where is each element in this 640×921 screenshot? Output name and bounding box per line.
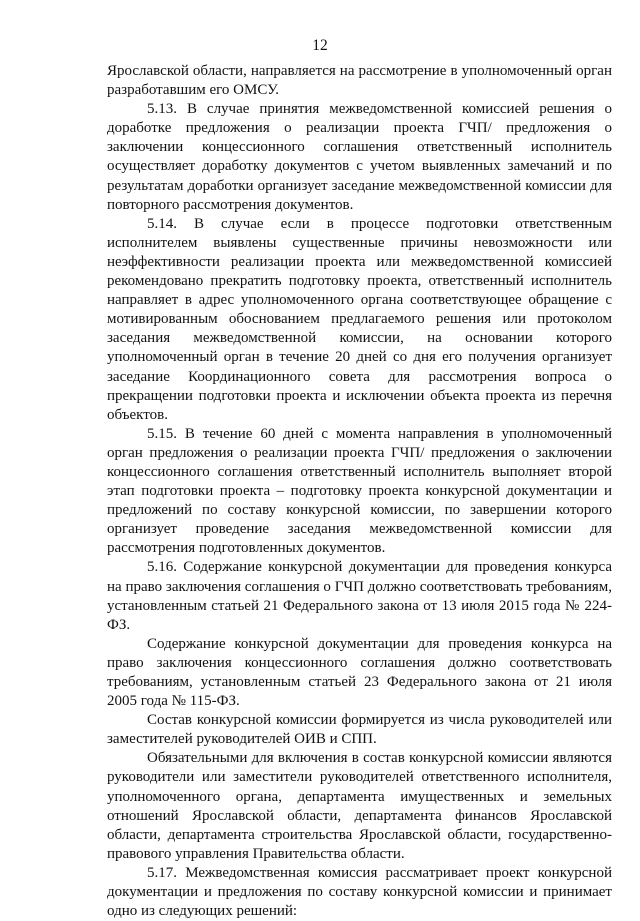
- paragraph: Содержание конкурсной документации для проведения конкурса на право заключения концессионного соглашения должно соответствовать требованиям, установленным статьей 23 Федерального закона от 21 июля 2005 года № 115-ФЗ.: [107, 635, 612, 710]
- page-number: 12: [312, 37, 328, 54]
- paragraph: 5.17. Межведомственная комиссия рассматривает проект конкурсной документации и предложения по составу конкурсной комиссии и принимает одно из следующих решений:: [107, 864, 612, 920]
- paragraph: Ярославской области, направляется на рассмотрение в уполномоченный орган разработавшим его ОМСУ.: [107, 63, 612, 99]
- paragraph: 5.13. В случае принятия межведомственной комиссией решения о доработке предложения о реализации проекта ГЧП/ предложения о заключении концессионного соглашения ответственный исполнитель осуществляет доработку документов с учетом выявленных замечаний и по результатам доработки организует заседание межведомственной комиссии для повторного рассмотрения документов.: [107, 101, 612, 213]
- paragraph: 5.16. Содержание конкурсной документации для проведения конкурса на право заключения соглашения о ГЧП должно соответствовать требованиям, установленным статьей 21 Федерального закона от 13 июля 2015 года № 224-ФЗ.: [107, 559, 612, 633]
- paragraph: Состав конкурсной комиссии формируется из числа руководителей или заместителей руководителей ОИВ и СПП.: [107, 712, 612, 748]
- paragraph: 5.14. В случае если в процессе подготовки ответственным исполнителем выявлены существенные причины невозможности или неэффективности реализации проекта или межведомственной комиссией рекомендовано прекратить подготовку проекта, ответственный исполнитель направляет в адрес уполномоченного органа соответствующее обращение с мотивированным обоснованием предлагаемого решения или протоколом заседания межведомственной комиссии, на основании которого уполномоченный орган в течение 20 дней со дня его получения организует заседание Координационного совета для рассмотрения вопроса о прекращении подготовки проекта и исключении объекта проекта из перечня объектов.: [107, 215, 612, 423]
- paragraph: 5.15. В течение 60 дней с момента направления в уполномоченный орган предложения о реализации проекта ГЧП/ предложения о заключении концессионного соглашения ответственный исполнитель выполняет второй этап подготовки проекта – подготовку проекта конкурсной документации и предложений по составу конкурсной комиссии, по завершении которого организует проведение заседания межведомственной комиссии для рассмотрения подготовленных документов.: [107, 425, 612, 557]
- document-body: [107, 62, 612, 921]
- paragraph: Обязательными для включения в состав конкурсной комиссии являются руководители или заместители руководителей ответственного исполнителя, уполномоченного органа, департамента имущественных и земельных отношений Ярославской области, департамента финансов Ярославской области, департамента строительства Ярославской области, государственно-правового управления Правительства области.: [107, 750, 612, 862]
